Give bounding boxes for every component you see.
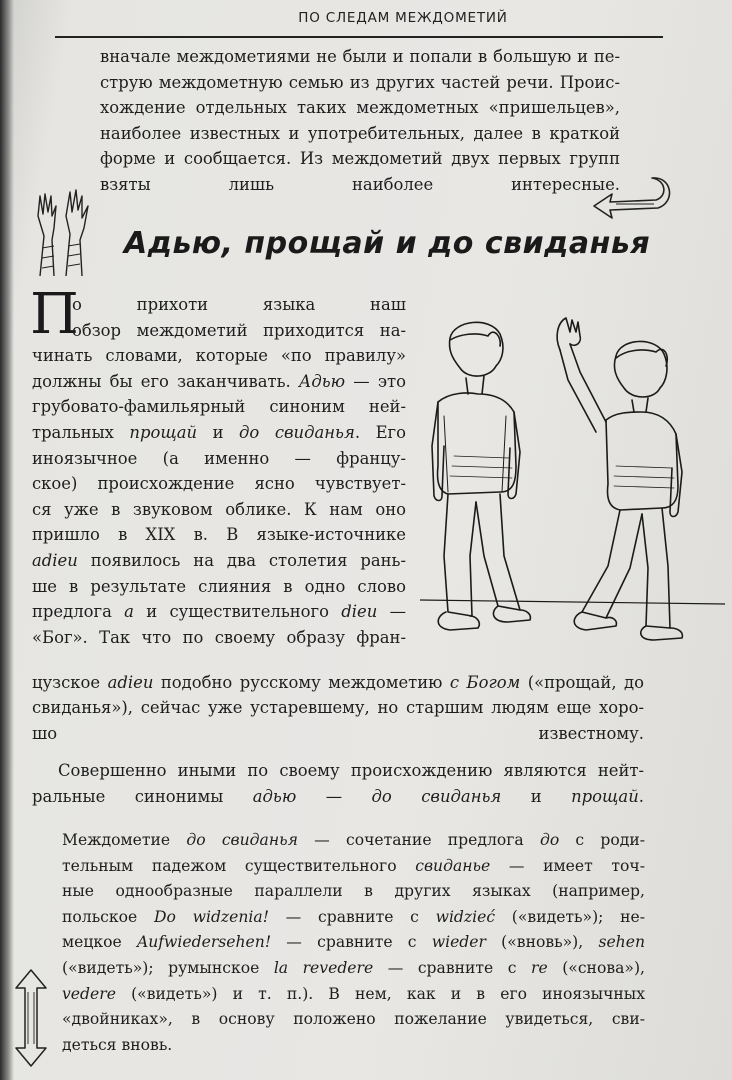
text-fragment: («видеть»); не- <box>495 907 645 926</box>
text-line: грубовато-фамильярный синоним ней- <box>32 397 406 417</box>
italic-word: vedere <box>62 984 116 1003</box>
text-fragment: . Его <box>354 422 406 442</box>
text-line: вначале междометиями не были и попали в большую и пе- <box>100 47 620 66</box>
text-fragment: — <box>377 602 406 622</box>
text-fragment: и существительного <box>133 602 342 622</box>
text-line: «двойниках», в основу положено пожелание увидеться, сви- <box>62 1010 645 1029</box>
text-line: струю междометную семью из других частей речи. Проис- <box>100 72 620 92</box>
italic-word: прощай <box>571 786 639 806</box>
text-line <box>32 369 406 395</box>
text-line: наиболее известных и употребительных, далее в краткой <box>100 123 620 143</box>
italic-word: adieu <box>32 550 78 570</box>
italic-word: Do widzenia! <box>154 907 269 926</box>
text-line <box>62 854 645 880</box>
italic-word: с Богом <box>449 672 521 692</box>
header-rule <box>55 36 663 38</box>
text-line: деться вновь. <box>62 1035 173 1054</box>
italic-word: re <box>531 958 548 977</box>
text-fragment: ральные синонимы <box>32 786 224 806</box>
quote-block <box>62 828 645 1058</box>
text-line <box>32 420 406 446</box>
text-line <box>32 548 406 574</box>
italic-word: свиданье <box>415 856 491 875</box>
text-line: хождение отдельных таких междометных «пришельцев», <box>100 98 620 118</box>
text-fragment: . <box>638 786 644 806</box>
double-arrow-vertical-icon <box>14 968 48 1068</box>
text-line: «Бог». Так что по своему образу фран- <box>32 627 406 647</box>
boy-figure-right <box>557 318 682 640</box>
arrow-left-icon <box>590 174 674 222</box>
text-line: взяты лишь наиболее интересные. <box>100 174 620 194</box>
text-fragment: польское <box>62 907 154 926</box>
section-heading: Адью, прощай и до свиданья <box>124 226 651 261</box>
text-line: ся уже в звуковом облике. К нам оно <box>32 499 406 519</box>
text-fragment: появилось на два столетия рань- <box>90 550 406 570</box>
text-fragment: — это <box>345 371 406 391</box>
text-fragment: подобно русскому междометию <box>160 672 443 692</box>
body-paragraph-1-continued <box>32 670 644 747</box>
text-fragment: — имеет точ- <box>490 856 645 875</box>
italic-word: до свиданья <box>186 831 298 849</box>
text-fragment: и <box>501 786 572 806</box>
text-line: пришло в XIX в. В языке-источнике <box>32 525 406 545</box>
italic-word: Адью <box>298 371 346 391</box>
text-fragment: тельным падежом существительного <box>62 856 416 875</box>
italic-word: прощай <box>129 422 198 442</box>
italic-word: sehen <box>598 933 645 952</box>
text-line: ше в результате слияния в одно слово <box>32 576 406 596</box>
boy-figure-left <box>432 322 530 630</box>
text-fragment: тральных <box>32 422 114 442</box>
text-fragment: («вновь»), <box>485 933 599 952</box>
text-line: шо известному. <box>32 723 644 743</box>
body-paragraph-2 <box>32 758 644 809</box>
text-line <box>32 670 644 696</box>
text-line <box>32 784 644 810</box>
running-head: ПО СЛЕДАМ МЕЖДОМЕТИЙ <box>298 10 508 26</box>
text-line: свиданья»), сейчас уже устаревшему, но старшим людям еще хоро- <box>32 698 644 718</box>
text-fragment: цузское <box>32 672 101 692</box>
intro-paragraph <box>100 44 620 198</box>
italic-word: la revedere <box>273 958 374 977</box>
text-line: ское) происхождение ясно чувствует- <box>32 474 406 494</box>
text-line: о прихоти языка наш <box>72 295 406 314</box>
italic-word: widzieć <box>435 907 496 926</box>
text-line <box>62 930 645 956</box>
text-line: форме и сообщается. Из междометий двух первых групп <box>100 149 620 169</box>
italic-word: адью — до свиданья <box>252 786 502 806</box>
text-fragment: («снова»), <box>547 958 645 977</box>
text-fragment: — сравните с <box>268 907 436 926</box>
text-line <box>62 982 645 1008</box>
body-paragraph-1 <box>72 292 406 343</box>
text-line: чинать словами, которые «по правилу» <box>32 346 406 366</box>
text-line: ные однообразные параллели в других языках (например, <box>62 882 645 901</box>
text-line: Совершенно иными по своему происхождению являются нейт- <box>58 761 644 780</box>
text-line <box>62 905 645 931</box>
text-line <box>62 956 645 982</box>
text-fragment: — сравните с <box>271 933 432 952</box>
text-fragment: должны бы его заканчивать. <box>32 371 291 391</box>
page-spine-shadow <box>0 0 14 1080</box>
text-fragment: предлога <box>32 602 112 622</box>
text-fragment: — сравните с <box>373 958 531 977</box>
text-fragment: с роди- <box>559 831 645 849</box>
text-fragment: («видеть»); румынское <box>62 958 274 977</box>
italic-word: wieder <box>431 933 486 952</box>
raised-hands-icon <box>18 176 98 278</box>
schoolboys-illustration <box>420 316 725 656</box>
text-fragment: («прощай, до <box>527 672 644 692</box>
text-line <box>62 828 645 854</box>
italic-word: a <box>124 602 134 622</box>
italic-word: dieu <box>341 602 378 622</box>
text-fragment: и <box>197 422 240 442</box>
text-fragment: мецкое <box>62 933 137 952</box>
drop-cap: П <box>30 282 79 347</box>
italic-word: Aufwiedersehen! <box>136 933 272 952</box>
italic-word: до <box>539 831 560 849</box>
text-fragment: («видеть») и т. п.). В нем, как и в его иноязычных <box>115 984 645 1003</box>
text-line: обзор междометий приходится на- <box>72 320 406 340</box>
text-line: иноязычное (а именно — францу- <box>32 448 406 468</box>
text-fragment: — сочетание предлога <box>297 831 540 849</box>
italic-word: до свиданья <box>239 422 355 442</box>
italic-word: adieu <box>107 672 154 692</box>
text-fragment: Междометие <box>62 831 187 849</box>
text-line <box>32 599 406 625</box>
body-paragraph-1b <box>32 343 406 650</box>
